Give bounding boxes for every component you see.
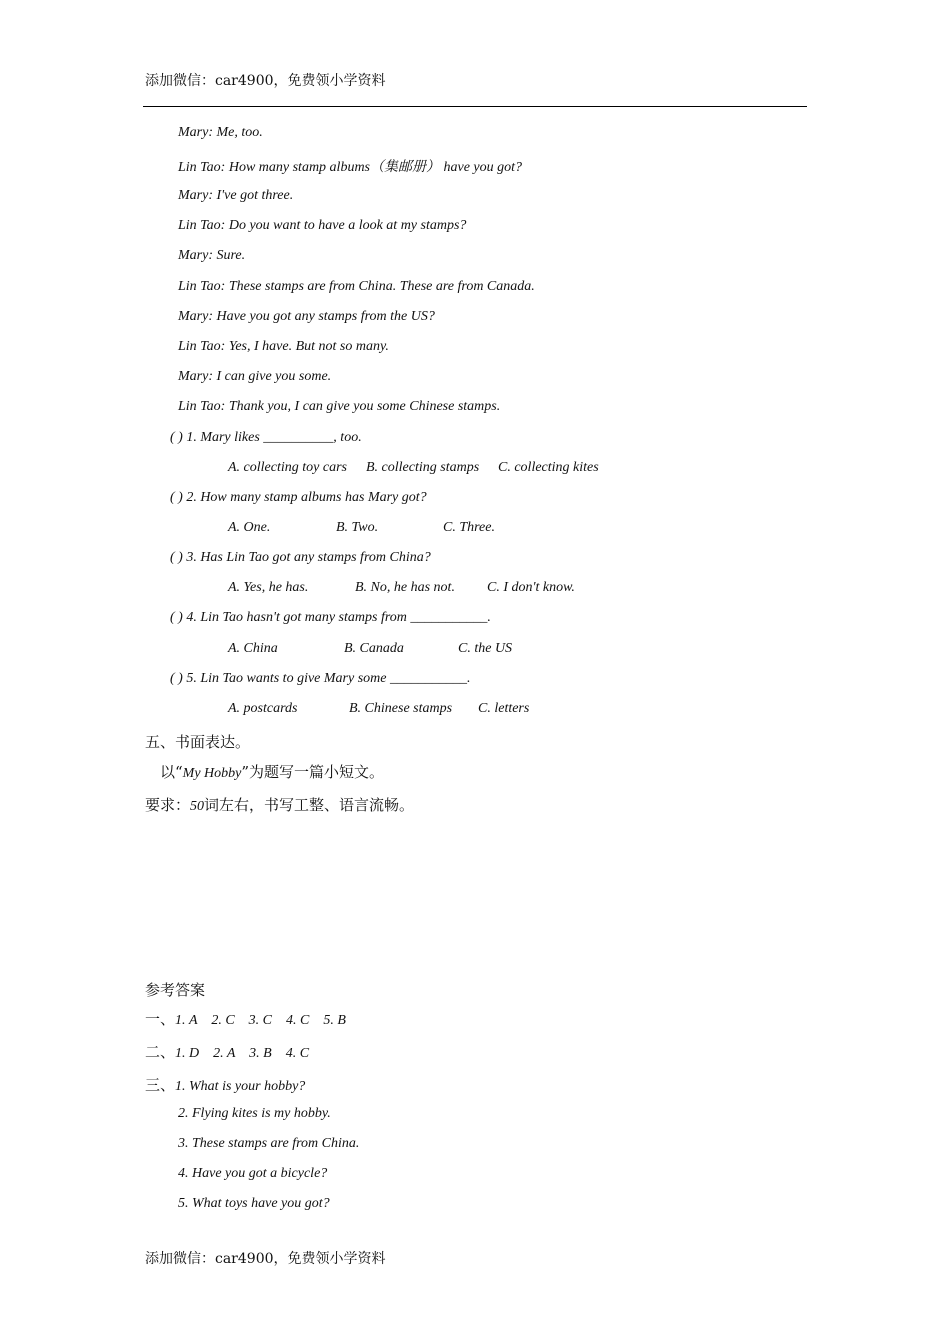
question-option: C. collecting kites xyxy=(498,460,599,475)
answers-title: 参考答案 xyxy=(145,981,206,999)
answer-item: 5. What toys have you got? xyxy=(178,1196,330,1211)
section-label: 一、 xyxy=(145,1010,176,1028)
header-rule xyxy=(143,106,807,107)
answers-section-3 xyxy=(145,1074,305,1095)
question-option: B. Chinese stamps xyxy=(349,701,453,716)
dialogue-line: Lin Tao: Thank you, I can give you some Chinese stamps. xyxy=(178,399,501,414)
writing-prompt xyxy=(160,761,384,782)
answer-item: 1. What is your hobby? xyxy=(175,1079,306,1094)
requirement-post: 词左右，书写工整、语言流畅。 xyxy=(204,796,415,814)
section-label: 二、 xyxy=(145,1043,176,1061)
question-option: A. One. xyxy=(228,520,271,535)
question-option: A. postcards xyxy=(228,701,298,716)
dialogue-line: Mary: Have you got any stamps from the US? xyxy=(178,309,435,324)
question-stem: ( ) 3. Has Lin Tao got any stamps from China? xyxy=(170,550,431,565)
question-option: C. letters xyxy=(478,701,530,716)
question-option: B. Canada xyxy=(344,641,404,656)
question-option: A. China xyxy=(228,641,278,656)
writing-prompt-pre: 以“ xyxy=(160,763,183,781)
writing-prompt-post: ”为题写一篇小短文。 xyxy=(241,763,385,781)
question-option: A. Yes, he has. xyxy=(228,580,309,595)
question-stem: ( ) 4. Lin Tao hasn't got many stamps from ___________. xyxy=(170,610,491,625)
question-stem: ( ) 5. Lin Tao wants to give Mary some ___________. xyxy=(170,671,471,686)
dialogue-line: Lin Tao: Yes, I have. But not so many. xyxy=(178,339,389,354)
section-heading: 五、书面表达。 xyxy=(145,733,251,751)
requirement-pre: 要求： xyxy=(145,796,191,814)
section-label: 三、 xyxy=(145,1076,176,1094)
question-stem: ( ) 2. How many stamp albums has Mary got? xyxy=(170,490,427,505)
dialogue-line: Mary: Me, too. xyxy=(178,125,263,140)
dialogue-line: Mary: Sure. xyxy=(178,248,246,263)
question-option: B. Two. xyxy=(336,520,379,535)
dialogue-line: Mary: I can give you some. xyxy=(178,369,332,384)
answers-section-2 xyxy=(145,1041,309,1062)
question-option: A. collecting toy cars xyxy=(228,460,347,475)
question-option: C. Three. xyxy=(443,520,495,535)
answer-item: 2. Flying kites is my hobby. xyxy=(178,1106,331,1121)
writing-requirement xyxy=(145,794,414,815)
question-stem: ( ) 1. Mary likes __________, too. xyxy=(170,430,362,445)
question-option: C. I don't know. xyxy=(487,580,575,595)
dialogue-line: Lin Tao: Do you want to have a look at my stamps? xyxy=(178,218,467,233)
dialogue-line: Lin Tao: How many stamp albums（集邮册） have you got? xyxy=(178,160,523,175)
answer-item: 4. Have you got a bicycle? xyxy=(178,1166,328,1181)
answer-list: 1. A 2. C 3. C 4. C 5. B xyxy=(175,1013,346,1028)
question-option: C. the US xyxy=(458,641,513,656)
requirement-number: 50 xyxy=(190,799,205,814)
answer-item: 3. These stamps are from China. xyxy=(178,1136,360,1151)
dialogue-line: Mary: I've got three. xyxy=(178,188,294,203)
answer-list: 1. D 2. A 3. B 4. C xyxy=(175,1046,310,1061)
question-option: B. collecting stamps xyxy=(366,460,480,475)
question-option: B. No, he has not. xyxy=(355,580,455,595)
dialogue-line: Lin Tao: These stamps are from China. These are from Canada. xyxy=(178,279,535,294)
writing-prompt-title: My Hobby xyxy=(182,766,242,781)
page-footer: 添加微信：car4900，免费领小学资料 xyxy=(145,1251,386,1267)
page-header: 添加微信：car4900，免费领小学资料 xyxy=(145,73,386,89)
answers-section-1 xyxy=(145,1008,346,1029)
